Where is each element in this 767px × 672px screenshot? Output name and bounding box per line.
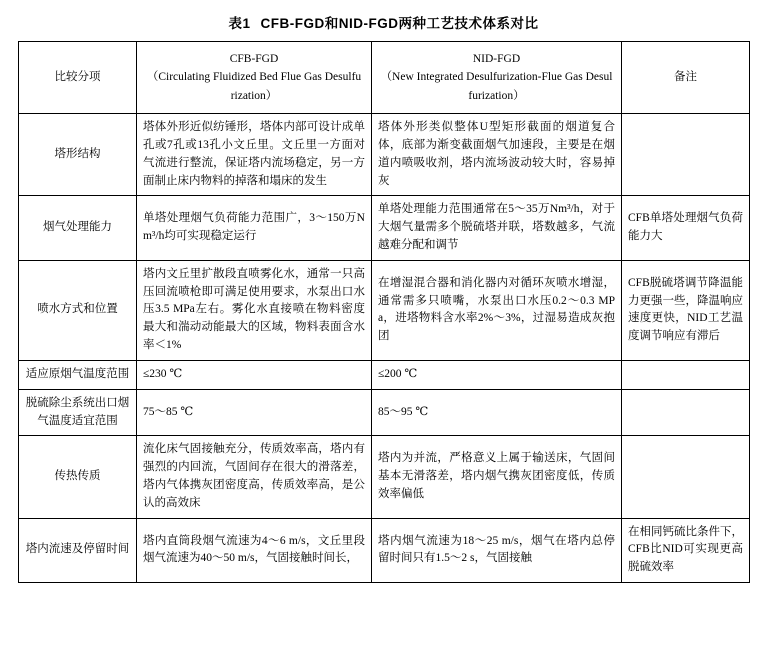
header-item: 比较分项 (19, 42, 137, 114)
row-item: 塔内流速及停留时间 (19, 518, 137, 582)
row-note (622, 360, 750, 389)
header-nid-sub: （New Integrated Desulfurization-Flue Gas Desulfurization） (380, 71, 613, 102)
header-cfb-sub: （Circulating Fluidized Bed Flue Gas Desulfurization） (146, 71, 362, 102)
row-cfb: 单塔处理烟气负荷能力范围广，3～150万Nm³/h均可实现稳定运行 (137, 196, 372, 260)
row-item: 烟气处理能力 (19, 196, 137, 260)
row-nid: 单塔处理能力范围通常在5～35万Nm³/h，对于大烟气量需多个脱硫塔并联，塔数越多，气流越难分配和调节 (372, 196, 622, 260)
row-nid: 在增湿混合器和消化器内对循环灰喷水增湿，通常需多只喷嘴，水泵出口水压0.2～0.3 MPa，进塔物料含水率2%～3%，过湿易造成灰抱团 (372, 260, 622, 360)
table-row (19, 436, 750, 518)
row-note: CFB脱硫塔调节降温能力更强一些，降温响应速度更快，NID工艺温度调节响应有滞后 (622, 260, 750, 360)
row-nid: ≤200 ℃ (372, 360, 622, 389)
header-row (19, 42, 750, 114)
row-cfb: 流化床气固接触充分，传质效率高，塔内有强烈的内回流，气固间存在很大的滑落差，塔内气体携灰团密度高，传质效率高，是公认的高效床 (137, 436, 372, 518)
row-note (622, 436, 750, 518)
caption-number: 表1 (228, 16, 251, 31)
row-note: CFB单塔处理烟气负荷能力大 (622, 196, 750, 260)
table-row (19, 196, 750, 260)
table-header (19, 42, 750, 114)
row-nid: 85～95 ℃ (372, 389, 622, 436)
header-nid-main: NID-FGD (472, 53, 521, 65)
row-nid: 塔体外形类似整体U型矩形截面的烟道复合体，底部为渐变截面烟气加速段，主要是在烟道内喷吸收剂，塔内流场波动较大时，容易掉灰 (372, 114, 622, 196)
row-nid: 塔内为并流，严格意义上属于输送床，气固间基本无滑落差，塔内烟气携灰团密度低，传质效率偏低 (372, 436, 622, 518)
row-item: 喷水方式和位置 (19, 260, 137, 360)
table-row (19, 360, 750, 389)
header-nid (372, 42, 622, 114)
row-note: 在相同钙硫比条件下，CFB比NID可实现更高脱硫效率 (622, 518, 750, 582)
row-item: 脱硫除尘系统出口烟气温度适宜范围 (19, 389, 137, 436)
comparison-table (18, 41, 750, 583)
table-row (19, 518, 750, 582)
table-row (19, 114, 750, 196)
row-item: 塔形结构 (19, 114, 137, 196)
row-cfb: ≤230 ℃ (137, 360, 372, 389)
table-body (19, 114, 750, 583)
caption-title: CFB-FGD和NID-FGD两种工艺技术体系对比 (260, 16, 539, 31)
row-item: 适应原烟气温度范围 (19, 360, 137, 389)
row-note (622, 389, 750, 436)
header-cfb-main: CFB-FGD (229, 53, 279, 65)
row-cfb: 75～85 ℃ (137, 389, 372, 436)
row-cfb: 塔体外形近似纺锤形，塔体内部可设计成单孔或7孔或13孔小文丘里。文丘里一方面对气流进行整流，保证塔内流场稳定，另一方面制止床内物料的掉落和塌床的发生 (137, 114, 372, 196)
row-cfb: 塔内文丘里扩散段直喷雾化水，通常一只高压回流喷枪即可满足使用要求，水泵出口水压3.5 MPa左右。雾化水直接喷在物料密度最大和湍动动能最大的区域，物料表面含水率＜1% (137, 260, 372, 360)
table-row (19, 389, 750, 436)
table-row (19, 260, 750, 360)
header-cfb (137, 42, 372, 114)
row-item: 传热传质 (19, 436, 137, 518)
row-note (622, 114, 750, 196)
table-caption (18, 0, 749, 41)
header-note: 备注 (622, 42, 750, 114)
row-cfb: 塔内直筒段烟气流速为4～6 m/s，文丘里段烟气流速为40～50 m/s，气固接触时间长， (137, 518, 372, 582)
row-nid: 塔内烟气流速为18～25 m/s，烟气在塔内总停留时间只有1.5～2 s，气固接触 (372, 518, 622, 582)
